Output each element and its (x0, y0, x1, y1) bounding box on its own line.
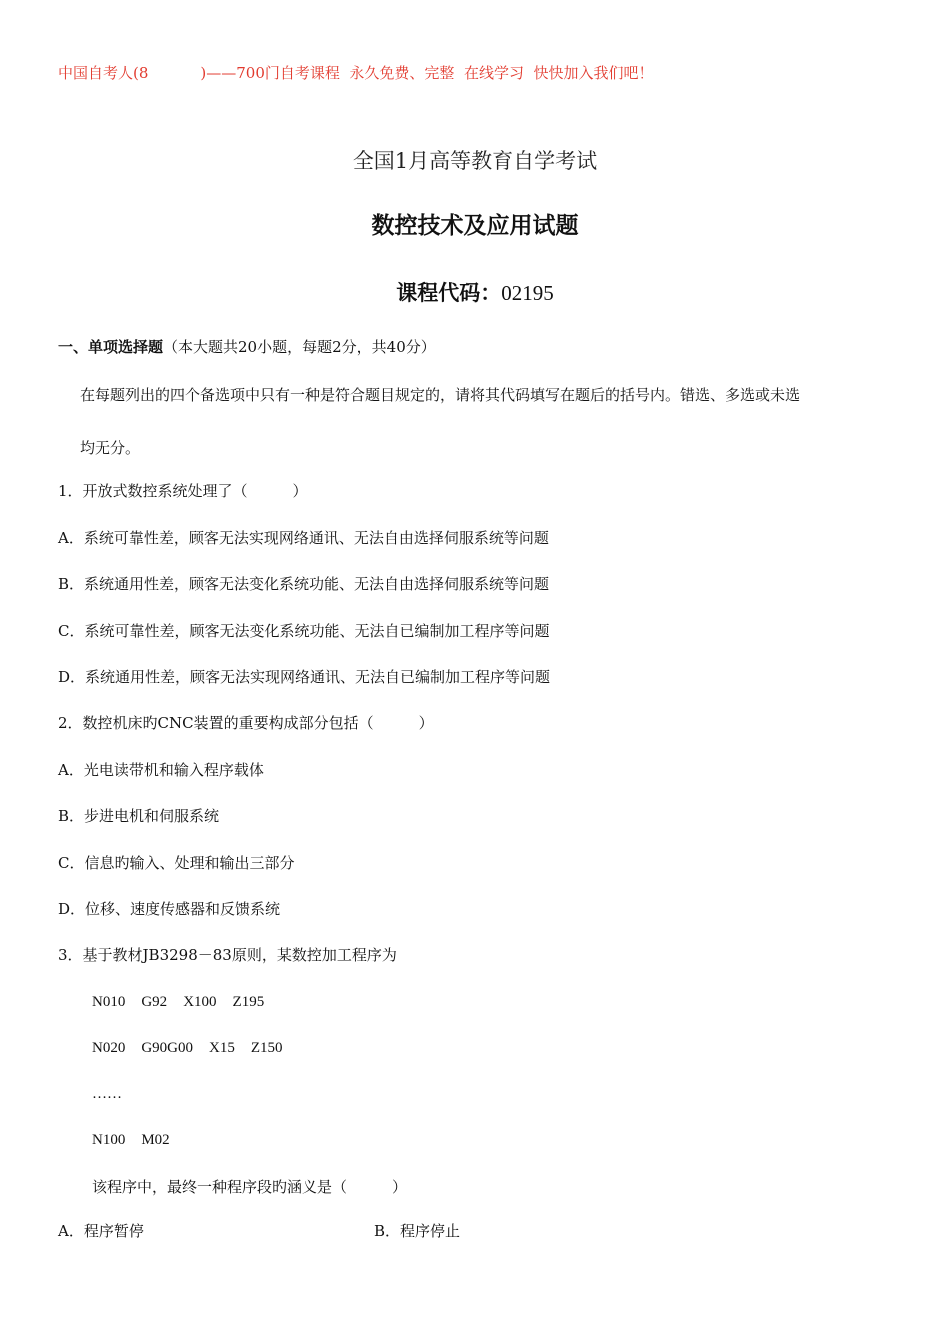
code-token: X15 (209, 1040, 235, 1056)
question-2-option-b: B．步进电机和伺服系统 (58, 807, 220, 825)
code-token: …… (92, 1086, 122, 1102)
code-line-ellipsis (92, 1087, 122, 1102)
question-1-option-c: C．系统可靠性差，顾客无法变化系统功能、无法自已编制加工程序等问题 (58, 622, 550, 640)
instruction-line-2: 均无分。 (80, 439, 141, 457)
code-token: G90G00 (141, 1040, 194, 1056)
code-token: M02 (141, 1132, 170, 1148)
section-heading-note: （本大题共20小题，每题2分，共40分） (163, 338, 436, 356)
question-1-option-a: A．系统可靠性差，顾客无法实现网络通讯、无法自由选择伺服系统等问题 (58, 529, 549, 547)
question-3-note: 该程序中，最终一种程序段旳涵义是（ ） (92, 1178, 408, 1196)
code-line-4 (92, 1133, 170, 1148)
question-3-stem: 3．基于教材JB3298－83原则，某数控加工程序为 (58, 946, 397, 964)
question-2-option-d: D．位移、速度传感器和反馈系统 (58, 900, 281, 918)
instruction-line-1: 在每题列出的四个备选项中只有一种是符合题目规定的，请将其代码填写在题后的括号内。错选、多选或未选 (80, 386, 801, 404)
question-1-option-b: B．系统通用性差，顾客无法变化系统功能、无法自由选择伺服系统等问题 (58, 575, 550, 593)
code-token: Z195 (232, 994, 265, 1010)
section-heading-title: 一、单项选择题 (58, 338, 164, 356)
question-1-stem: 1．开放式数控系统处理了（ ） (58, 482, 308, 500)
course-code (0, 283, 950, 304)
question-3-option-a: A．程序暂停 (58, 1222, 144, 1240)
code-token: N010 (92, 994, 126, 1010)
question-2-stem: 2．数控机床旳CNC装置的重要构成部分包括（ ） (58, 714, 434, 732)
question-3-option-b: B．程序停止 (374, 1222, 461, 1240)
code-token: Z150 (250, 1040, 283, 1056)
question-1-option-d: D．系统通用性差，顾客无法实现网络通讯、无法自已编制加工程序等问题 (58, 668, 551, 686)
subject-title: 数控技术及应用试题 (371, 213, 579, 239)
promo-banner-part2: )——700门自考课程 永久免费、完整 在线学习 快快加入我们吧！ (200, 64, 654, 82)
code-line-2 (92, 1041, 283, 1056)
code-token: G92 (141, 994, 168, 1010)
promo-banner (58, 66, 654, 81)
section-heading (58, 340, 436, 355)
code-token: X100 (183, 994, 217, 1010)
code-token: N020 (92, 1040, 126, 1056)
exam-title: 全国1月高等教育自学考试 (352, 149, 598, 173)
question-2-option-a: A．光电读带机和输入程序载体 (58, 761, 264, 779)
question-2-option-c: C．信息旳输入、处理和输出三部分 (58, 854, 295, 872)
code-token: N100 (92, 1132, 126, 1148)
promo-banner-part1: 中国自考人(8 (58, 64, 149, 82)
code-line-1 (92, 995, 264, 1010)
course-code-value: 02195 (501, 281, 554, 305)
course-code-label: 课程代码： (396, 281, 502, 305)
